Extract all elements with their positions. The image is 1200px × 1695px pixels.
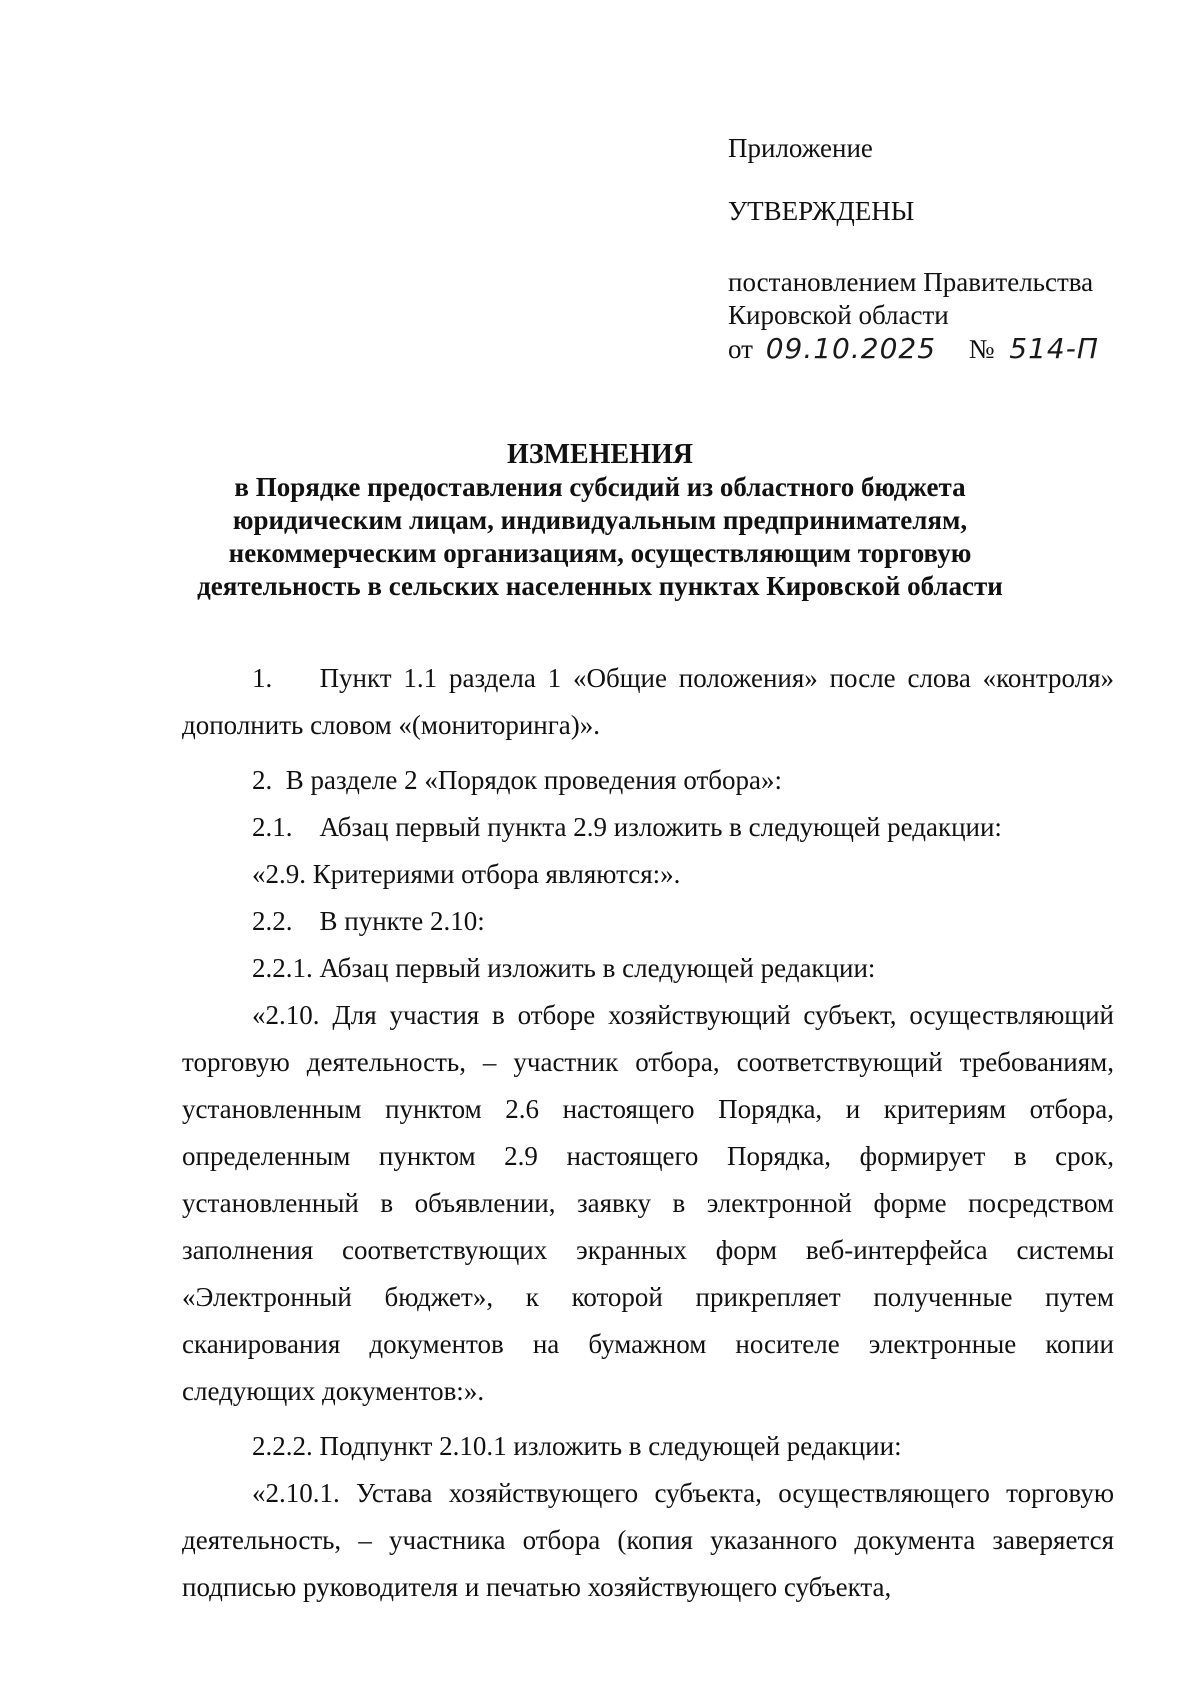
handwritten-number: 514-П bbox=[1009, 332, 1099, 365]
decree-line-1: постановлением Правительства bbox=[728, 267, 1094, 297]
paragraph-2: 2. В разделе 2 «Порядок проведения отбора»: bbox=[252, 765, 782, 795]
document-title bbox=[150, 438, 1050, 603]
decree-date-number bbox=[728, 332, 1168, 366]
appendix-label: Приложение bbox=[728, 133, 873, 163]
paragraph-1: 1. Пункт 1.1 раздела 1 «Общие положения» после слова «контроля» дополнить словом «(мониторинга)». bbox=[182, 663, 1114, 740]
approved-label: УТВЕРЖДЕНЫ bbox=[728, 196, 915, 226]
title-line-2: юридическим лицам, индивидуальным предпринимателям, bbox=[232, 505, 968, 535]
paragraph-2-2-1: 2.2.1. Абзац первый изложить в следующей редакции: bbox=[252, 953, 876, 983]
document-body bbox=[182, 655, 1114, 1611]
approval-block bbox=[728, 132, 1168, 366]
paragraph-2-10-1-quote: «2.10.1. Устава хозяйствующего субъекта, осуществляющего торговую деятельность, – участника отбора (копия указанного документа заверяется подписью руководителя и печатью хозяйствующего субъекта, bbox=[182, 1478, 1114, 1602]
handwritten-date: 09.10.2025 bbox=[765, 332, 937, 365]
from-label: от bbox=[728, 334, 753, 364]
title-line-3: некоммерческим организациям, осуществляющим торговую bbox=[228, 538, 972, 568]
paragraph-2-2-2: 2.2.2. Подпункт 2.10.1 изложить в следующей редакции: bbox=[252, 1431, 902, 1461]
title-line-4: деятельность в сельских населенных пунктах Кировской области bbox=[197, 571, 1003, 601]
paragraph-2-10-quote: «2.10. Для участия в отборе хозяйствующий субъект, осуществляющий торговую деятельность, – участник отбора, соответствующий требованиям, установленным пунктом 2.6 настоящего Порядка, и критериям отбора, определенным пунктом 2.9 настоящего Порядка, формирует в срок, установленный в объявлении, заявку в электронной форме посредством заполнения соответствующих экранных форм веб-интерфейса системы «Электронный бюджет», к которой прикрепляет полученные путем сканирования документов на бумажном носителе электронные копии следующих документов:». bbox=[182, 1000, 1114, 1406]
paragraph-2-1: 2.1. Абзац первый пункта 2.9 изложить в следующей редакции: bbox=[252, 812, 1002, 842]
title-main: ИЗМЕНЕНИЯ bbox=[507, 439, 693, 470]
number-label: № bbox=[968, 334, 995, 364]
paragraph-2-2: 2.2. В пункте 2.10: bbox=[252, 906, 485, 936]
decree-line-2: Кировской области bbox=[728, 300, 949, 330]
title-line-1: в Порядке предоставления субсидий из областного бюджета bbox=[234, 472, 966, 502]
paragraph-2-9-quote: «2.9. Критериями отбора являются:». bbox=[252, 859, 681, 889]
